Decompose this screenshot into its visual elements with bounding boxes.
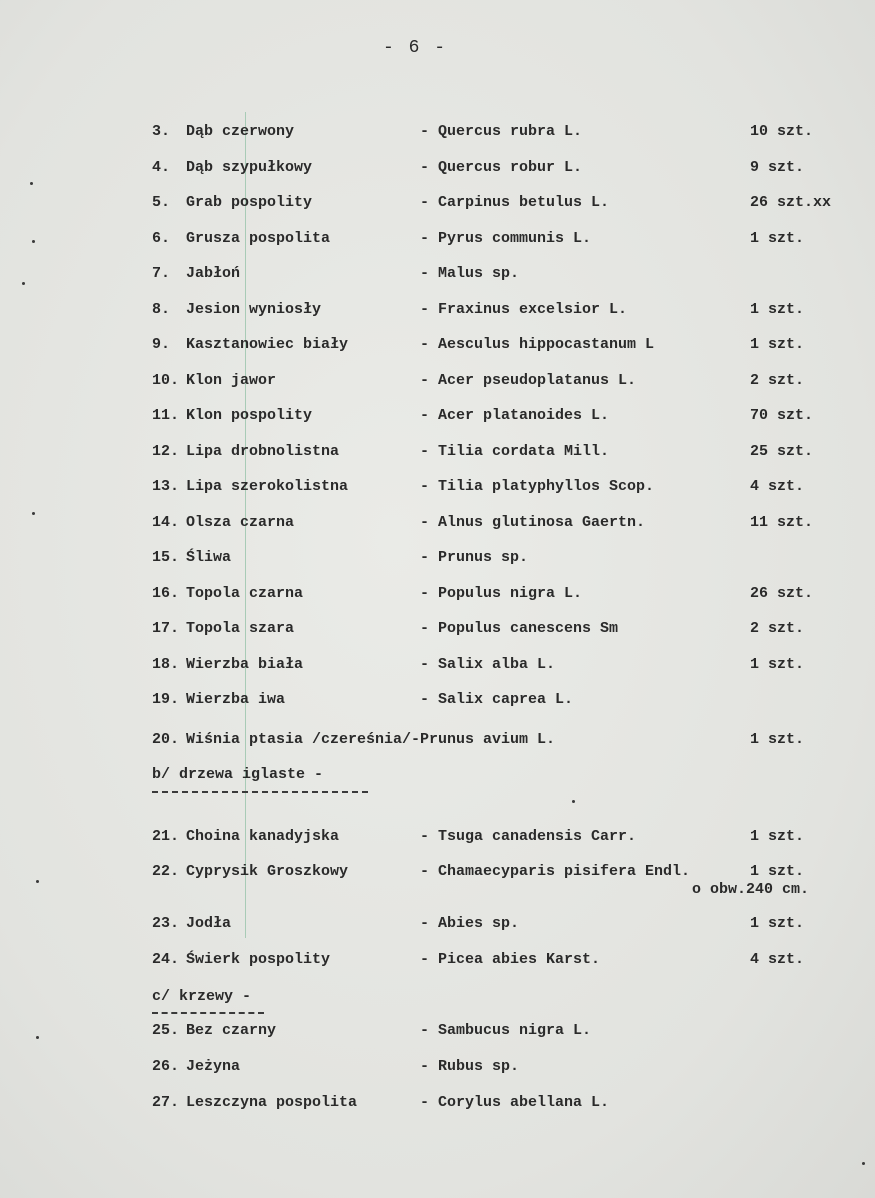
table-row: [0, 514, 875, 536]
row-latin-name: - Salix alba L.: [420, 655, 556, 673]
row-number: 5.: [152, 194, 171, 211]
row-latin-name: - Carpinus betulus L.: [420, 194, 610, 211]
row-common-name: Świerk pospolity: [186, 951, 331, 968]
table-row: [0, 620, 875, 642]
row-note: o obw.240 cm.: [692, 881, 810, 898]
table-row: [0, 549, 875, 571]
row-latin-name: - Picea abies Karst.: [420, 951, 601, 968]
row-number: 14.: [152, 513, 180, 531]
row-common-name: Grab pospolity: [186, 194, 313, 211]
row-common-name: Wierzba iwa: [186, 691, 286, 708]
row-quantity: 1 szt.: [750, 828, 805, 845]
row-common-name: Jeżyna: [186, 1058, 241, 1075]
row-common-name: Choina kanadyjska: [186, 828, 340, 845]
row-latin-name: - Quercus rubra L.: [420, 123, 583, 140]
paper-speck: [862, 1162, 865, 1165]
row-number: 16.: [152, 584, 180, 602]
row-latin-name: - Abies sp.: [420, 915, 520, 932]
table-row: [0, 915, 875, 937]
row-number: 23.: [152, 915, 180, 932]
row-common-name: Śliwa: [186, 549, 232, 566]
row-number: 4.: [152, 158, 171, 176]
section-heading-shrubs: c/ krzewy -: [152, 988, 252, 1005]
row-number: 20.: [152, 731, 180, 748]
table-row: [0, 691, 875, 713]
table-row: [0, 336, 875, 358]
row-quantity: 1 szt.: [750, 336, 805, 353]
row-quantity: 11 szt.: [750, 513, 814, 531]
row-number: 6.: [152, 229, 171, 247]
section-heading-conifers: b/ drzewa iglaste -: [152, 766, 324, 783]
row-quantity: 1 szt.: [750, 915, 805, 932]
row-number: 13.: [152, 478, 180, 495]
row-latin-name: - Alnus glutinosa Gaertn.: [420, 513, 646, 531]
row-latin-name: - Pyrus communis L.: [420, 229, 592, 247]
row-common-name: Lipa drobnolistna: [186, 442, 340, 460]
row-number: 21.: [152, 828, 180, 845]
paper-speck: [572, 800, 575, 803]
row-quantity: 2 szt.: [750, 371, 805, 389]
row-latin-name: - Rubus sp.: [420, 1058, 520, 1075]
row-latin-name: - Acer pseudoplatanus L.: [420, 371, 637, 389]
row-number: 10.: [152, 371, 180, 389]
row-latin-name: - Fraxinus excelsior L.: [420, 300, 628, 318]
row-latin-name: - Tilia cordata Mill.: [420, 442, 610, 460]
row-quantity: 26 szt.xx: [750, 194, 832, 211]
row-number: 26.: [152, 1058, 180, 1075]
row-latin-name: - Tilia platyphyllos Scop.: [420, 478, 655, 495]
row-quantity: 26 szt.: [750, 584, 814, 602]
row-quantity: 1 szt.: [750, 229, 805, 247]
row-common-name: Cyprysik Groszkowy: [186, 863, 349, 880]
table-row: [0, 1058, 875, 1080]
row-latin-name: - Chamaecyparis pisifera Endl.: [420, 863, 691, 880]
row-latin-name: - Populus canescens Sm: [420, 620, 619, 637]
row-latin-name: - Acer platanoides L.: [420, 407, 610, 424]
table-row: [0, 194, 875, 216]
row-number: 7.: [152, 265, 171, 282]
row-number: 9.: [152, 336, 171, 353]
paper-speck: [22, 282, 25, 285]
row-common-name: Klon pospolity: [186, 407, 313, 424]
table-row: [0, 731, 875, 753]
table-row: [0, 951, 875, 973]
row-common-name: Lipa szerokolistna: [186, 478, 349, 495]
row-common-name: Bez czarny: [186, 1022, 277, 1039]
row-number: 27.: [152, 1094, 180, 1111]
table-row: [0, 478, 875, 500]
row-quantity: 2 szt.: [750, 620, 805, 637]
row-number: 12.: [152, 442, 180, 460]
row-common-name: Olsza czarna: [186, 513, 295, 531]
row-common-name: Dąb czerwony: [186, 123, 295, 140]
paper-speck: [36, 880, 39, 883]
row-number: 22.: [152, 863, 180, 880]
row-common-name: Jesion wyniosły: [186, 300, 322, 318]
paper-speck: [36, 1036, 39, 1039]
table-row: [0, 301, 875, 323]
paper-speck: [32, 240, 35, 243]
row-quantity: 10 szt.: [750, 123, 814, 140]
row-common-name: Kasztanowiec biały: [186, 336, 349, 353]
row-quantity: 1 szt.: [750, 655, 805, 673]
row-common-name: Jodła: [186, 915, 232, 932]
table-row: [0, 828, 875, 850]
table-row: [0, 265, 875, 287]
table-row: [0, 656, 875, 678]
row-latin-name: - Corylus abellana L.: [420, 1094, 610, 1111]
table-row: [0, 585, 875, 607]
row-common-name: Jabłoń: [186, 265, 241, 282]
row-quantity: 70 szt.: [750, 407, 814, 424]
table-row: [0, 123, 875, 145]
row-common-name: Grusza pospolita: [186, 229, 331, 247]
row-quantity: 9 szt.: [750, 158, 805, 176]
row-number: 17.: [152, 620, 180, 637]
row-latin-name: - Prunus sp.: [420, 549, 529, 566]
row-number: 8.: [152, 300, 171, 318]
paper-speck: [30, 182, 33, 185]
row-common-name: Topola czarna: [186, 584, 304, 602]
table-row: [0, 407, 875, 429]
page-number: - 6 -: [382, 38, 447, 58]
row-quantity: 1 szt.: [750, 300, 805, 318]
row-common-name: Dąb szypułkowy: [186, 158, 313, 176]
section-underline: [152, 791, 368, 793]
row-quantity: 4 szt.: [750, 951, 805, 968]
table-row: [0, 230, 875, 252]
row-number: 25.: [152, 1022, 180, 1039]
row-number: 3.: [152, 123, 171, 140]
row-quantity: 1 szt.: [750, 863, 805, 880]
row-number: 11.: [152, 407, 180, 424]
row-number: 19.: [152, 691, 180, 708]
section-underline: [152, 1012, 264, 1014]
row-latin-name: - Populus nigra L.: [420, 584, 583, 602]
row-latin-name: - Aesculus hippocastanum L: [420, 336, 655, 353]
row-latin-name: - Quercus robur L.: [420, 158, 583, 176]
table-row: [0, 1094, 875, 1116]
table-row: [0, 443, 875, 465]
paper-speck: [32, 512, 35, 515]
table-row: [0, 372, 875, 394]
table-row: [0, 1022, 875, 1044]
table-row: [0, 159, 875, 181]
row-common-name: Wierzba biała: [186, 655, 304, 673]
row-latin-name: - Sambucus nigra L.: [420, 1022, 592, 1039]
row-common-name: Topola szara: [186, 620, 295, 637]
row-quantity: 4 szt.: [750, 478, 805, 495]
row-latin-name: - Malus sp.: [420, 265, 520, 282]
row-common-name: Leszczyna pospolita: [186, 1094, 358, 1111]
row-quantity: 25 szt.: [750, 442, 814, 460]
row-latin-name: - Salix caprea L.: [420, 691, 574, 708]
row-number: 24.: [152, 951, 180, 968]
row-latin-name: - Tsuga canadensis Carr.: [420, 828, 637, 845]
row-quantity: 1 szt.: [750, 731, 805, 748]
row-number: 15.: [152, 549, 180, 566]
row-combined-text: Wiśnia ptasia /czereśnia/-Prunus avium L.: [186, 731, 556, 748]
row-number: 18.: [152, 655, 180, 673]
row-common-name: Klon jawor: [186, 371, 277, 389]
